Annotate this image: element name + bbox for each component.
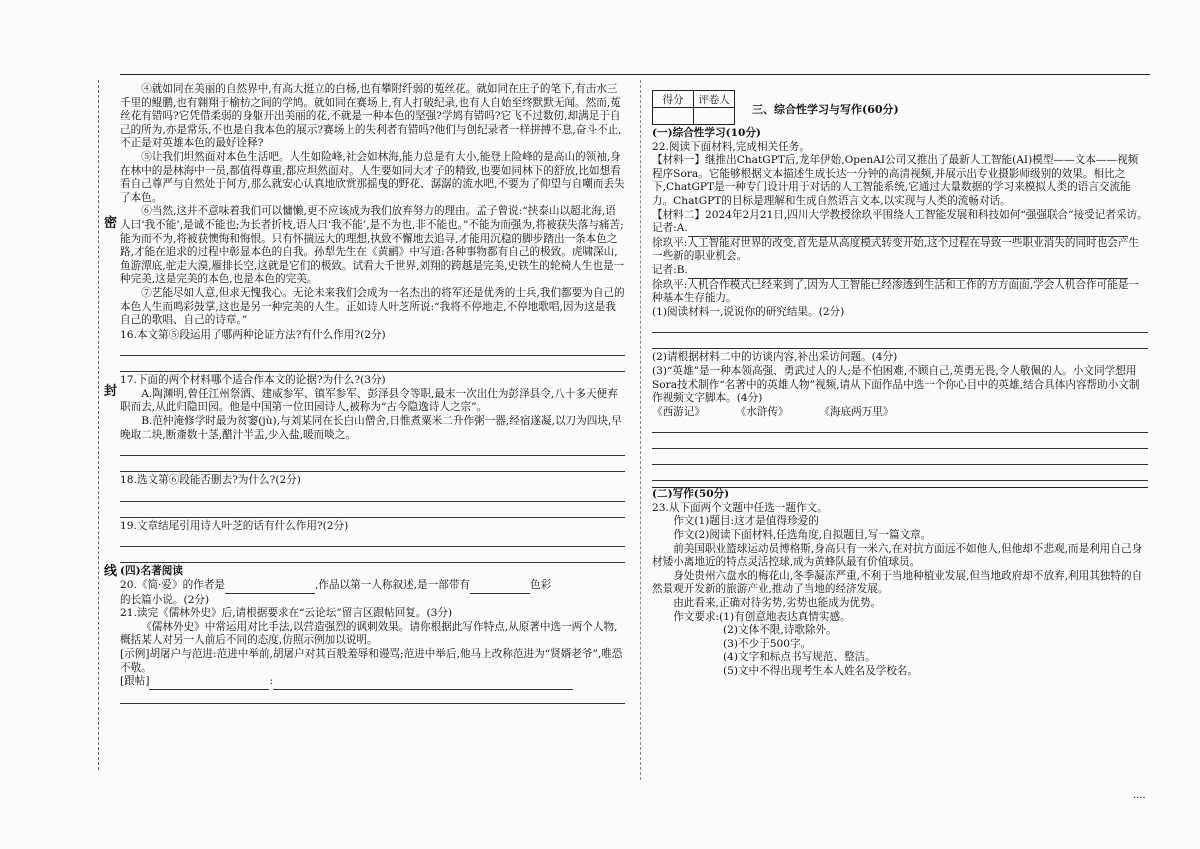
question-20 (120, 579, 625, 594)
section-3-title: 三、综合性学习与写作(60分) (752, 103, 899, 116)
material-a: A.陶渊明,曾任江州祭酒、建威参军、镇军参军、彭泽县令等职,最末一次出仕为彭泽县令,八十多天便弃职而去,从此归隐田园。他是中国第一位田园诗人,被称为“古今隐逸诗人之宗”。 (120, 387, 618, 414)
question-21: 21.读完《儒林外史》后,请根据要求在“云论坛”留言区跟帖回复。(3分) (120, 607, 453, 620)
grade-box (652, 90, 735, 125)
binding-line (98, 80, 99, 770)
q20-part-c: 色彩 (530, 579, 552, 592)
material-b: B.范仲淹修学时最为贫窭(jù),与刘某同在长白山僧舍,日惟煮粟米二升作粥一器,经宿遂凝,以刀为四块,早晚取二块,断齑数十茎,醋汁半盂,少入盐,暖而啖之。 (120, 415, 622, 441)
answer-line[interactable] (120, 690, 625, 704)
post-blank-text[interactable] (273, 675, 573, 690)
answer-line[interactable] (652, 467, 1148, 481)
answer-b: 徐玖平:人机合作模式已经来到了,因为人工智能已经渗透到生活和工作的方方面面,学会人机合作可能是一种基本生存能力。 (652, 278, 1140, 305)
material-2: 【材料二】2024年2月21日,四川大学教授徐玖平围绕人工智能发展和科技如何“强强联合”接受记者采访。 (652, 208, 1148, 221)
question-21-post: [跟帖] : (120, 675, 625, 690)
essay-requirement-2: (2)文体不限,诗歌除外。 (723, 624, 837, 637)
question-20-tail: 的长篇小说。(2分) (120, 593, 210, 606)
score-label: 得分 (653, 91, 694, 108)
essay-material-2: 身处贵州六盘水的梅花山,冬季凝冻严重,不利于当地种植业发展,但当地政府却不放弃,利用其独特的自然景观开发新的旅游产业,推动了当地的经济发展。 (652, 569, 1143, 596)
answer-line[interactable] (120, 549, 625, 563)
material-1: 【材料一】继推出ChatGPT后,龙年伊始,OpenAI公司又推出了最新人工智能(AI)模型——文本——视频程序Sora。它能够根据文本描述生成长达一分钟的高清视频,并展示出专业摄影师级别的效果。相比之下,ChatGPT是一种专门设计用于对话的人工智能系统,它通过大量数据的学习来模拟人类的语言交流能力。ChatGPT的目标是理解和生成自然语言文本,以实现与人类的流畅对话。 (652, 154, 1139, 207)
left-column (120, 83, 625, 706)
page-continuation-mark: ···· (1133, 793, 1146, 804)
top-rule (120, 74, 1150, 75)
section-4-title: (四)名著阅读 (120, 565, 183, 578)
reporter-a-blank[interactable] (688, 222, 1128, 237)
reporter-a (652, 222, 1148, 237)
right-column (652, 127, 1148, 679)
answer-line[interactable] (120, 504, 625, 518)
answer-line[interactable] (652, 319, 1148, 333)
paragraph-4: ④就如同在美丽的自然界中,有高大挺立的白杨,也有攀附纤弱的菟丝花。就如同在庄子的笔下,有击水三千里的鲲鹏,也有翱翔于榆枋之间的学鸠。就如同在赛场上,有人打破纪录,也有人自始至终默默无闻。然而,菟丝花有错吗?它凭借柔弱的身躯开出美丽的花,不就是一种本色的坚强?学鸠有错吗?它飞不过数仞,却满足于自己的所为,亦是常乐,不也是自我本色的展示?赛场上的失利者有错吗?他们与创纪录者一样拼搏不息,奋斗不止,不正是对英雄本色的最好诠释? (120, 83, 622, 150)
binding-char-xian: 线 (104, 564, 118, 579)
answer-line[interactable] (120, 442, 625, 456)
post-blank-names[interactable] (149, 675, 269, 690)
question-16: 16.本文第⑤段运用了哪两种论证方法?有什么作用?(2分) (120, 328, 386, 341)
question-23: 23.从下面两个文题中任选一题作文。 (652, 501, 828, 514)
sub-section-2: (二)写作(50分) (652, 487, 1148, 502)
answer-line[interactable] (120, 358, 625, 372)
essay-option-2: 作文(2)阅读下面材料,任选角度,自拟题目,写一篇文章。 (673, 529, 932, 542)
score-cell[interactable] (653, 108, 694, 125)
answer-line[interactable] (652, 335, 1148, 349)
q20-part-b: ,作品以第一人称叙述,是一部带有 (314, 579, 471, 592)
answer-line[interactable] (652, 419, 1148, 433)
answer-line[interactable] (120, 342, 625, 356)
question-19: 19.文章结尾引用诗人叶芝的话有什么作用?(2分) (120, 519, 349, 532)
question-21-requirement: 《儒林外史》中常运用对比手法,以营造强烈的讽刺效果。请你根据此写作特点,从原著中选一两个人物,概括某人对另一人前后不同的态度,仿照示例加以说明。 (120, 620, 618, 647)
book-1: 《西游记》 (652, 405, 705, 418)
q20-blank-color[interactable] (470, 579, 530, 594)
grader-cell[interactable] (694, 108, 735, 125)
essay-material-1: 前美国职业篮球运动员博格斯,身高只有一米六,在对抗方面远不如他人,但他却不悲观,而是利用自己身材矮小离地近的特点灵活控球,成为黄蜂队最有价值球员。 (652, 542, 1143, 569)
essay-requirement-5: (5)文中不得出现考生本人姓名及学校名。 (723, 665, 919, 677)
paragraph-5: ⑤让我们坦然面对本色生活吧。人生如险峰,社会如林海,能力总是有大小,能登上险峰的是高山的领袖,身在林中的是林海中一员,都值得尊重,都应坦然面对。人生要如同大才子的精致,也要如同林下的舒放,比如想看看自己尊严与自然处于何方,那么就安心认真地欣赏那摇曳的野花、潺潺的流水吧,不要为了仰望与自嘲而丢失了本色。 (120, 150, 625, 204)
paragraph-6: ⑥当然,这并不意味着我们可以慵懒,更不应该成为我们放弃努力的理由。孟子曾说:“挟泰山以超北海,语人曰‘我不能’,是诚不能也;为长者折枝,语人曰‘我不能’,是不为也,非不能也。”不能为而强为,将被获失落与痛苦;能为而不为,将被获懊悔和悔恨。只有怀揣远大的理想,执致不懈地去追寻,才能用沉稳的脚步踏出一条本色之路,才能在追求的过程中彰显本色的自我。孙犁先生在《黄鹂》中写道:各种事物都有自己的极致。虎啸深山,鱼游潭底,驼走大漠,雁排长空,这就是它们的极致。试看大千世界,刘翔的跨越是完美,史铁生的轮椅人生也是一种完美,这是完美的本色,也是本色的完美。 (120, 205, 625, 286)
essay-option-1: 作文(1)题目:这才是值得珍爱的 (673, 515, 819, 528)
task-2: (2)请根据材料二中的访谈内容,补出采访问题。(4分) (652, 351, 898, 364)
essay-material-3: 由此看来,正确对待劣势,劣势也能成为优势。 (673, 597, 882, 610)
answer-line[interactable] (652, 451, 1148, 465)
question-21-example: [示例]胡屠户与范进:范进中举前,胡屠户对其百般羞辱和谩骂;范进中举后,他马上改称范进为“贤婿老爷”,唯恐不敬。 (120, 648, 623, 674)
question-22: 22.阅读下面材料,完成相关任务。 (652, 140, 810, 153)
column-divider (640, 80, 641, 780)
q20-blank-author[interactable] (225, 579, 315, 594)
essay-requirement-4: (4)文字和标点书写规范、整洁。 (723, 651, 876, 664)
reporter-b-blank[interactable] (688, 264, 1128, 279)
answer-a: 徐玖平:人工智能对世界的改变,首先是从高度模式转变开始,这个过程在导致一些职业消失的同时也会产生一些新的职业机会。 (652, 236, 1140, 263)
q20-part-a: 20.《简·爱》的作者是 (120, 579, 225, 592)
book-list (652, 406, 1148, 420)
essay-requirement-3: (3)不少于500字。 (723, 637, 812, 650)
sub-section-1: (一)综合性学习(10分) (652, 127, 761, 139)
task-3: (3)“英雄”是一种本领高强、勇武过人的人;是不怕困难,不顾自己,英勇无畏,令人敬佩的人。小文同学想用Sora技术制作“名著中的英雄人物”视频,请从下面作品中选一个你心目中的英雄,结合具体内容帮助小文制作视频文字脚本。(4分) (652, 364, 1140, 405)
reporter-b-label: 记者:B. (652, 263, 688, 276)
book-3: 《海底两万里》 (824, 405, 894, 418)
paragraph-7: ⑦艺能尽如人意,但求无愧我心。无论未来我们会成为一名杰出的将军还是优秀的士兵,我们都要为自己的本色人生而鸣彩鼓掌,这也是另一种完美的人生。正如诗人叶芝所说:“我将不停地走,不停地歌唱,因为这是我自己的歌唱、自己的诗章。” (120, 286, 625, 327)
answer-line[interactable] (652, 435, 1148, 449)
book-2: 《水浒传》 (740, 405, 789, 418)
binding-char-feng: 封 (104, 384, 118, 399)
answer-line[interactable] (120, 458, 625, 472)
task-1: (1)阅读材料一,说说你的研究结果。(2分) (652, 305, 845, 318)
binding-char-mi: 密 (104, 216, 118, 231)
question-17: 17.下面的两个材料哪个适合作本文的论据?为什么?(3分) (120, 374, 386, 387)
reporter-b (652, 264, 1148, 279)
reporter-a-label: 记者:A. (652, 222, 688, 235)
question-18: 18.选文第⑥段能否删去?为什么?(2分) (120, 474, 301, 487)
grader-label: 评卷人 (694, 91, 735, 108)
answer-line[interactable] (120, 488, 625, 502)
answer-line[interactable] (120, 533, 625, 547)
essay-requirement-1: 作文要求:(1)有创意地表达真情实感。 (673, 610, 851, 623)
post-label: [跟帖] (120, 675, 150, 688)
